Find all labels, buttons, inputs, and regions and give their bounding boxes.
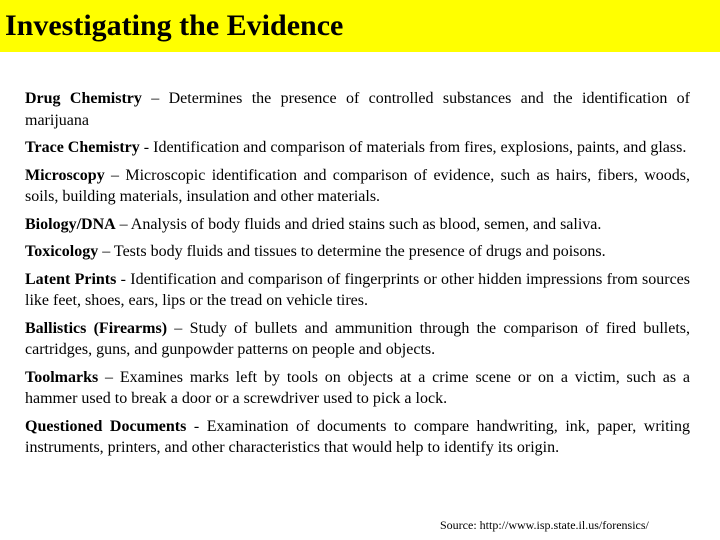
entry-microscopy <box>25 165 690 208</box>
entry-separator: – <box>141 90 169 107</box>
entry-toxicology <box>25 241 690 263</box>
entry-questioned-documents <box>25 416 690 459</box>
entry-description: Examination of documents to compare handwriting, ink, paper, writing instruments, printers, and other characteristics that would help to identify its origin. <box>25 417 691 456</box>
entry-description: Study of bullets and ammunition through the comparison of fired bullets, cartridges, guns, and gunpowder patterns on people and objects. <box>25 319 691 358</box>
entry-term: Microscopy <box>25 166 105 184</box>
entry-separator: – <box>115 215 131 233</box>
entry-ballistics <box>25 318 690 361</box>
entry-description: Microscopic identification and comparison of evidence, such as hairs, fibers, woods, soils, building materials, insulation and other materials. <box>25 166 690 205</box>
entry-description: Analysis of body fluids and dried stains such as blood, semen, and saliva. <box>130 215 602 233</box>
entry-term: Ballistics (Firearms) <box>25 319 168 337</box>
entry-term: Toxicology <box>25 243 99 260</box>
entry-term: Toolmarks <box>25 368 99 386</box>
entry-biology-dna <box>25 214 690 236</box>
entry-latent-prints <box>25 269 690 312</box>
entry-term: Biology/DNA <box>25 215 116 233</box>
entry-term: Latent Prints <box>25 270 117 288</box>
entry-separator: – <box>98 243 114 260</box>
source-citation: Source: http://www.isp.state.il.us/forensics/ <box>440 518 649 532</box>
evidence-list <box>25 88 690 465</box>
entry-separator: – <box>98 368 120 386</box>
entry-description: Determines the presence of controlled substances and the identification of marijuana <box>25 90 690 129</box>
entry-term: Drug Chemistry <box>25 90 142 107</box>
entry-drug-chemistry <box>25 88 690 131</box>
entry-description: Tests body fluids and tissues to determine the presence of drugs and poisons. <box>113 243 606 260</box>
entry-term: Trace Chemistry <box>25 139 140 156</box>
entry-term: Questioned Documents <box>25 417 187 435</box>
entry-separator: – <box>104 166 126 184</box>
entry-description: Identification and comparison of fingerprints or other hidden impressions from sources like feet, shoes, ears, lips or the tread on vehicle tires. <box>25 270 691 309</box>
entry-separator: - <box>186 417 207 435</box>
slide-title: Investigating the Evidence <box>5 9 344 42</box>
entry-description: Examines marks left by tools on objects at a crime scene or on a victim, such as a hammer used to break a door or a screwdriver used to pick a lock. <box>25 368 691 407</box>
entry-description: Identification and comparison of materials from fires, explosions, paints, and glass. <box>153 139 687 156</box>
entry-separator: – <box>167 319 190 337</box>
entry-toolmarks <box>25 367 690 410</box>
entry-separator: - <box>116 270 131 288</box>
title-bar <box>0 0 720 52</box>
entry-separator: - <box>139 139 154 156</box>
entry-trace-chemistry <box>25 137 690 159</box>
